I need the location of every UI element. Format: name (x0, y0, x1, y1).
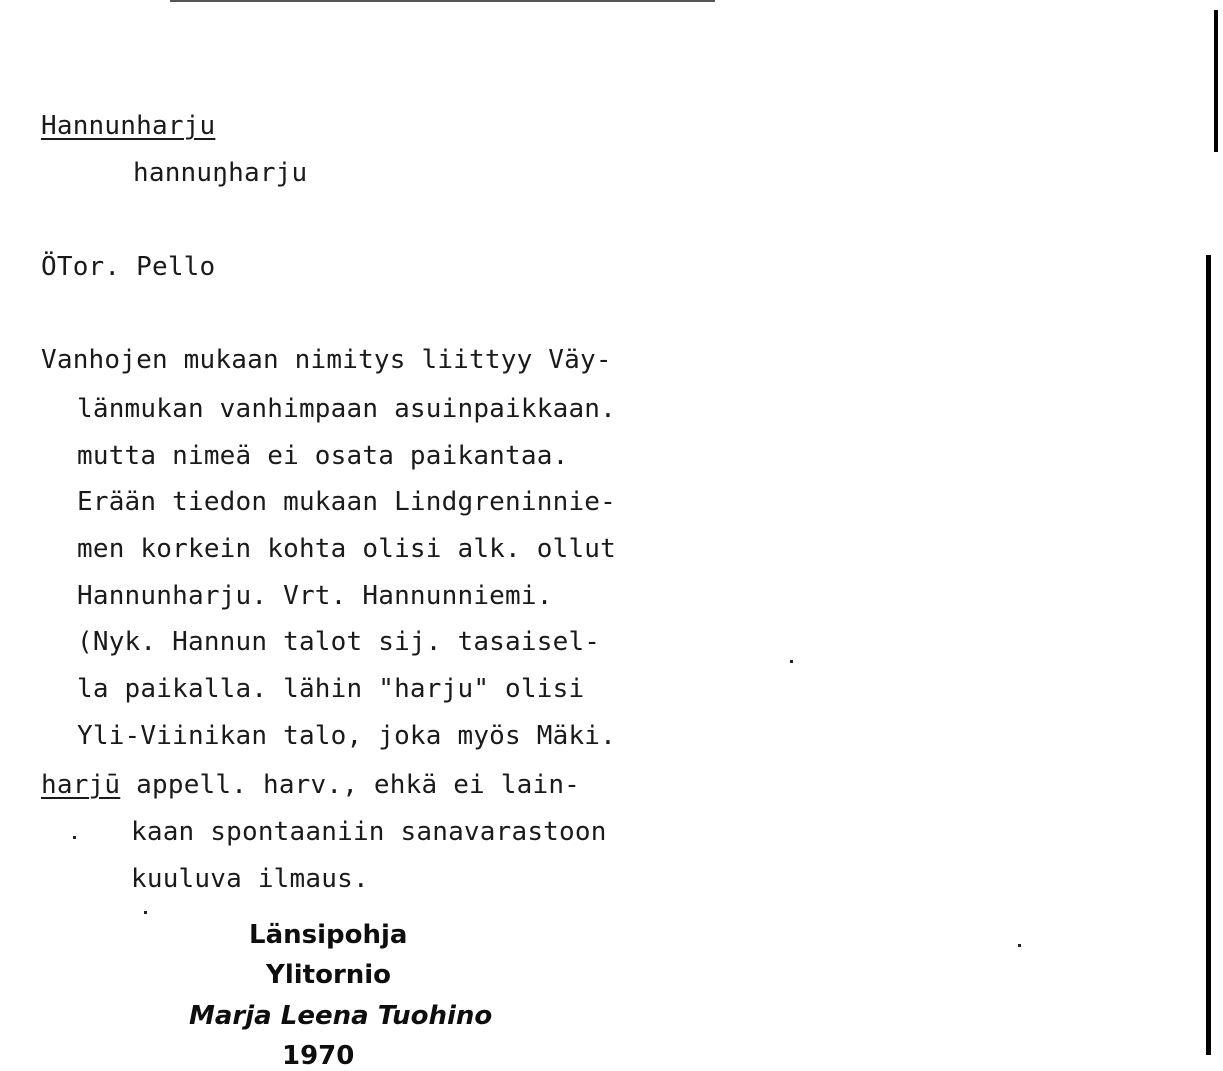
body-line: la paikalla. lähin "harju" olisi (77, 674, 585, 704)
body-line: länmukan vanhimpaan asuinpaikkaan. (77, 394, 617, 424)
stamp-parish: Ylitornio (266, 960, 392, 990)
speck (1018, 944, 1021, 947)
body-line: Hannunharju. Vrt. Hannunniemi. (77, 581, 553, 611)
stamp-region: Länsipohja (249, 920, 408, 950)
body-line: Vanhojen mukaan nimitys liittyy Väy- (41, 345, 612, 375)
right-border-lower (1206, 255, 1211, 1055)
appell-line (41, 770, 580, 800)
body-line: men korkein kohta olisi alk. ollut (77, 534, 617, 564)
appell-rest: appell. harv., ehkä ei lain- (120, 770, 581, 800)
locality: ÖTor. Pello (41, 252, 216, 282)
right-border-upper (1214, 10, 1218, 152)
speck (144, 911, 147, 914)
pronunciation: hannuŋharju (133, 158, 308, 188)
body-line: mutta nimeä ei osata paikantaa. (77, 441, 569, 471)
body-line: (Nyk. Hannun talot sij. tasaisel- (77, 627, 601, 657)
appell-word: harjū (41, 770, 121, 800)
headword: Hannunharju (41, 111, 216, 141)
stamp-year: 1970 (282, 1041, 355, 1071)
appell-continuation: kuuluva ilmaus. (131, 864, 369, 894)
stamp-collector: Marja Leena Tuohino (189, 1001, 493, 1031)
body-line: Yli-Viinikan talo, joka myös Mäki. (77, 721, 617, 751)
speck (790, 660, 793, 663)
body-line: Erään tiedon mukaan Lindgreninnie- (77, 487, 617, 517)
top-scan-artifact (170, 0, 715, 2)
speck (73, 836, 76, 839)
appell-continuation: kaan spontaaniin sanavarastoon (131, 817, 607, 847)
